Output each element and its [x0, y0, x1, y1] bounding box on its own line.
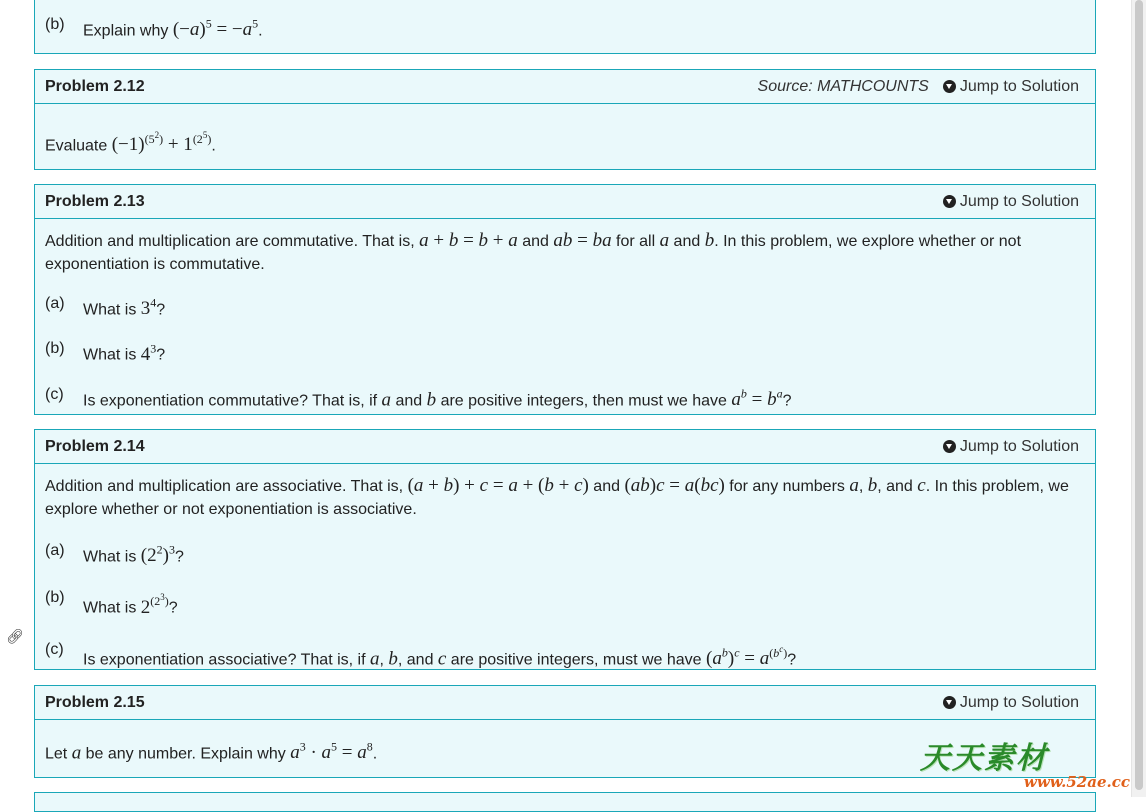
- problem-intro: Addition and multiplication are associative. That is, (a + b) + c = a + (b + c) and (ab)c = a(bc) for any numbers a, b, and c. In this problem, we explore whether or not exponentiation is associative.: [45, 475, 1069, 518]
- part-text: What is $4^3$?: [83, 341, 166, 365]
- watermark-text: 天天素材: [920, 741, 1048, 776]
- part-a: [45, 292, 1085, 321]
- part-text: Is exponentiation commutative? That is, if a and b are positive integers, then must we have $a^b = b^a$?: [83, 386, 792, 410]
- part-text: Is exponentiation associative? That is, if a, b, and c are positive integers, must we have $(a^b)^c = a^{(b^c)}$?: [83, 643, 797, 669]
- circle-down-arrow-icon: [943, 696, 956, 709]
- problem-2-11-tail: [34, 0, 1096, 54]
- part-label: (b): [45, 340, 65, 358]
- problem-title: Problem 2.13: [45, 192, 145, 210]
- problem-text: Evaluate $(-1)^{(5^2)} + 1^{(2^5)}$.: [45, 130, 216, 156]
- problem-source: Source: MATHCOUNTS: [757, 77, 929, 95]
- math-expression: $(-1)^{(5^2)} + 1^{(2^5)}$: [111, 130, 212, 156]
- next-problem-edge: [34, 792, 1096, 812]
- problem-header: [35, 686, 1095, 720]
- circle-down-arrow-icon: [943, 195, 956, 208]
- problem-title: Problem 2.12: [45, 77, 145, 95]
- circle-down-arrow-icon: [943, 80, 956, 93]
- problem-intro: Addition and multiplication are commutative. That is, a + b = b + a and ab = ba for all a and b. In this problem, we explore whether or not exponentiation is commutative.: [45, 230, 1022, 273]
- link-icon[interactable]: 🔗︎: [6, 628, 24, 644]
- problem-header: [35, 70, 1095, 104]
- part-label: (b): [45, 589, 65, 607]
- part-label: (c): [45, 385, 64, 403]
- part-c: [45, 383, 1085, 412]
- jump-to-solution-link[interactable]: Jump to Solution: [943, 78, 1079, 96]
- problem-2-13: [34, 184, 1096, 415]
- circle-down-arrow-icon: [943, 440, 956, 453]
- jump-to-solution-link[interactable]: Jump to Solution: [943, 193, 1079, 211]
- part-label: (b): [45, 16, 65, 33]
- part-text: What is $3^4$?: [83, 296, 166, 320]
- scrollbar-thumb[interactable]: [1135, 0, 1143, 790]
- part-text: Explain why $(-a)^5 = -a^5$.: [83, 17, 263, 41]
- part-label: (a): [45, 542, 65, 559]
- problem-2-14: [34, 429, 1096, 670]
- problem-header: [35, 185, 1095, 219]
- part-text: What is $(2^2)^3$?: [83, 543, 184, 567]
- part-label: (c): [45, 640, 64, 658]
- jump-to-solution-link[interactable]: Jump to Solution: [943, 694, 1079, 712]
- problem-2-12: [34, 69, 1096, 170]
- problem-header: [35, 430, 1095, 464]
- scrollbar[interactable]: [1131, 0, 1146, 797]
- part-b: [45, 586, 1085, 619]
- part-label: (a): [45, 295, 65, 312]
- watermark-url: www.52ae.cc: [1023, 773, 1130, 791]
- math-expression: $(-a)^5 = -a^5$: [172, 17, 259, 41]
- jump-to-solution-link[interactable]: Jump to Solution: [943, 438, 1079, 456]
- problem-title: Problem 2.15: [45, 693, 145, 711]
- watermark: [920, 733, 1130, 791]
- part-b: [45, 13, 1085, 42]
- part-c: [45, 638, 1085, 671]
- part-a: [45, 539, 1085, 568]
- part-b: [45, 337, 1085, 366]
- problem-text: Let a be any number. Explain why $a^3 \cdot a^5 = a^8$.: [45, 740, 378, 764]
- problem-title: Problem 2.14: [45, 437, 145, 455]
- part-text: What is 2$^{(2^3)}$?: [83, 592, 178, 618]
